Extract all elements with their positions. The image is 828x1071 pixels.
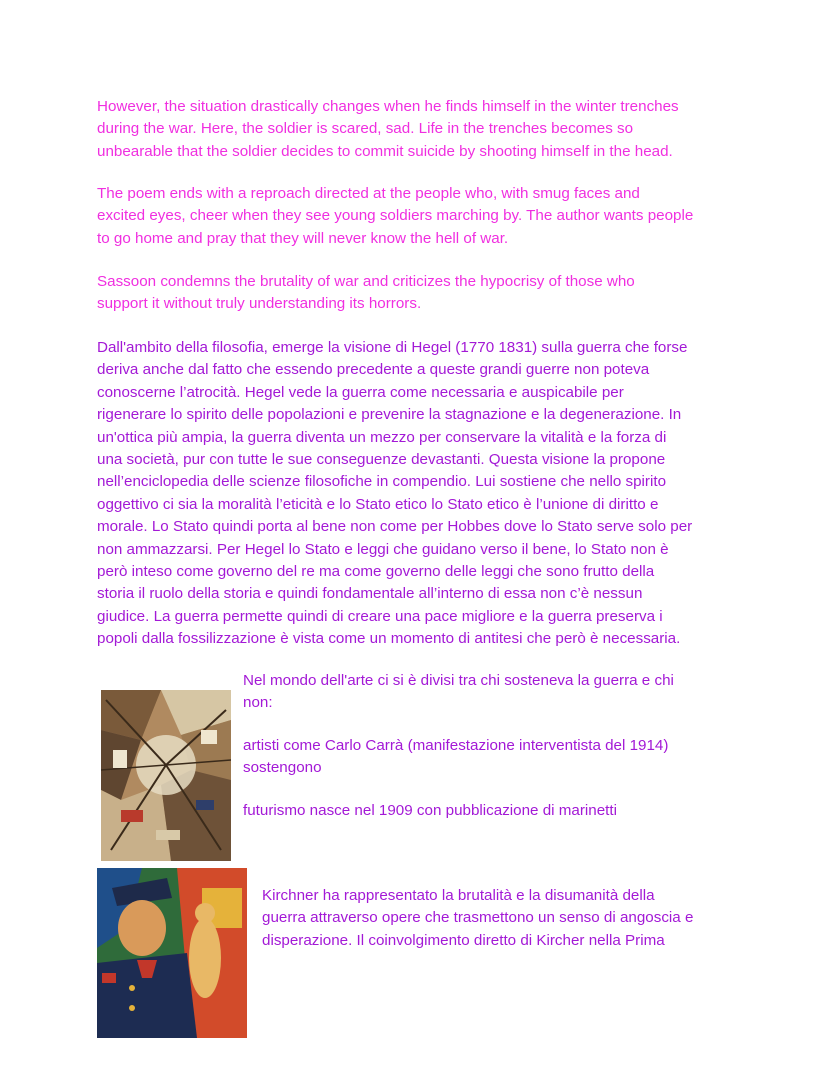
paragraph-trenches: However, the situation drastically changes when he finds himself in the winter trenches during the war. Here, the soldier is scared, sad. Life in the trenches becomes so unbearable that the soldier decides to commit suicide by shooting himself in the head. (97, 98, 679, 160)
futurism-text: futurismo nasce nel 1909 con pubblicazione di marinetti (243, 802, 617, 819)
kirchner-text: Kirchner ha rappresentato la brutalità e la disumanità della guerra attraverso opere che trasmettono un senso di angoscia e disperazione. Il coinvolgimento diretto di Kircher nella Prima (262, 887, 694, 949)
art-intro-text: Nel mondo dell'arte ci si è divisi tra chi sosteneva la guerra e chi non: (243, 672, 674, 712)
paragraph-hegel: Dall'ambito della filosofia, emerge la visione di Hegel (1770 1831) sulla guerra che forse deriva anche dal fatto che essendo precedente a queste grandi guerre non poteva conoscerne l’atrocità. Hegel vede la guerra come necessaria e auspicabile per rigenerare lo spirito delle popolazioni e prevenire la stagnazione e la degenerazione. In un'ottica più ampia, la guerra diventa un mezzo per conservare la vitalità e la forza di una società, pur con tutte le sue conseguenze devastanti. Questa visione la propone nell’enciclopedia delle scienze filosofiche in compendio. Lui sostiene che nello spirito oggettivo ci sia la moralità l’eticità e lo Stato etico lo Stato etico è l’unione di diritto e morale. Lo Stato quindi porta al bene non come per Hobbes dove lo Stato serve solo per non ammazzarsi. Per Hegel lo Stato e leggi che guidano verso il bene, lo Stato non è però inteso come governo del re ma come governo delle leggi che sono frutto della storia il ruolo della storia e quindi fondamentale all’interno di essa non c’è nessun giudice. La guerra permette quindi di creare una pace migliore e la guerra preserva i popoli dalla fossilizzazione è vista come un momento di antitesi che però è necessaria. (97, 339, 693, 648)
paragraph-poem-ending: The poem ends with a reproach directed at the people who, with smug faces and excited eyes, cheer when they see young soldiers marching by. The author wants people to go home and pray that they will never know the hell of war. (97, 185, 694, 247)
kirchner-painting-image (97, 868, 247, 1038)
carra-text: artisti come Carlo Carrà (manifestazione interventista del 1914) sostengono (243, 737, 669, 777)
paragraph-sassoon: Sassoon condemns the brutality of war and criticizes the hypocrisy of those who support it without truly understanding its horrors. (97, 273, 635, 313)
carra-collage-image (101, 690, 231, 861)
